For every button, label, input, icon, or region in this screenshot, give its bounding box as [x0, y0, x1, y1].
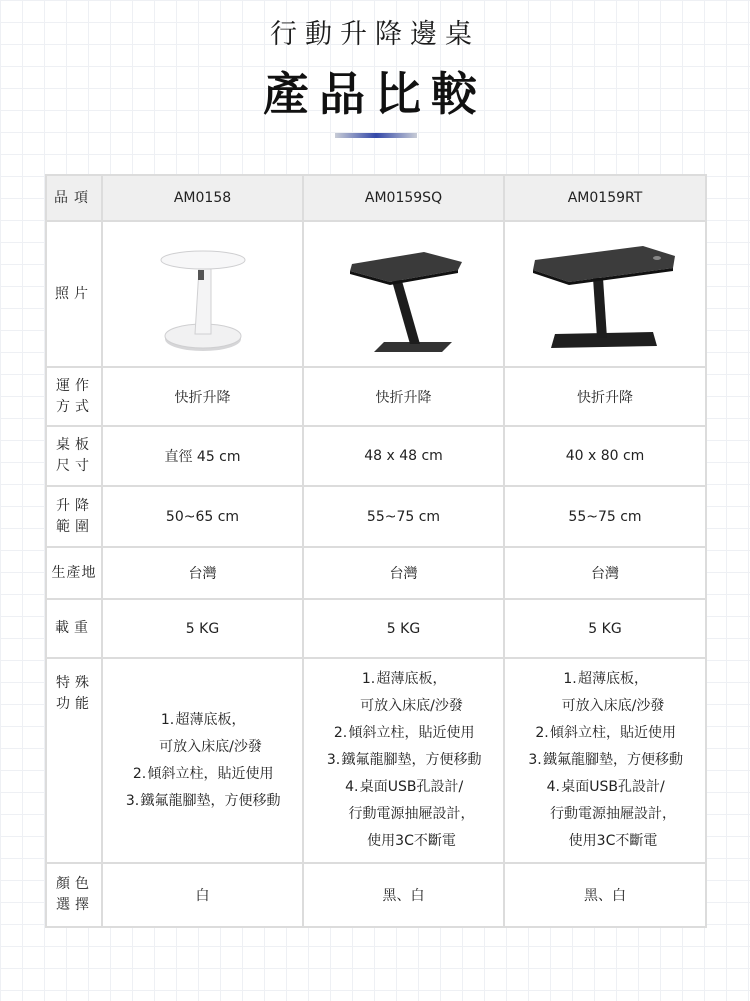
colors-label-line2: 選擇 — [56, 897, 94, 913]
feature-number: 4. — [345, 779, 359, 795]
feature-item — [304, 774, 503, 801]
model-header-am0158: AM0158 — [102, 175, 303, 221]
lift-range-label — [46, 486, 102, 547]
black-rectangle-table-image — [525, 234, 685, 354]
board-size-label — [46, 426, 102, 486]
board-size-value: 48 x 48 cm — [303, 426, 504, 486]
feature-item — [304, 747, 503, 774]
features-label-line2: 功能 — [56, 696, 94, 712]
feature-item — [505, 720, 705, 747]
feature-item — [505, 801, 705, 828]
feature-number: 2. — [132, 765, 147, 782]
photo-am0159sq — [303, 221, 504, 367]
photo-label: 照片 — [46, 221, 102, 367]
feature-text: 使用3C不斷電 — [367, 833, 456, 849]
black-square-table-image — [334, 234, 474, 354]
feature-text: 行動電源抽屜設計， — [550, 806, 676, 822]
feature-text: 行動電源抽屜設計， — [348, 806, 475, 822]
feature-number: 3. — [528, 752, 542, 768]
origin-value: 台灣 — [504, 547, 706, 599]
table-row-origin — [46, 547, 706, 599]
feature-item — [304, 666, 503, 693]
feature-text: 可放入床底/沙發 — [159, 738, 262, 755]
feature-text: 桌面USB孔設計/ — [561, 779, 665, 795]
table-row-photo — [46, 221, 706, 367]
feature-item — [505, 774, 705, 801]
features-list-am0159rt — [504, 658, 706, 863]
features-label — [46, 658, 102, 863]
feature-number: 2. — [333, 725, 348, 741]
feature-text: 超薄底板， — [175, 711, 246, 728]
model-header-am0159rt: AM0159RT — [504, 175, 706, 221]
color-value: 黑、白 — [303, 863, 504, 927]
colors-label — [46, 863, 102, 927]
features-list-am0158 — [102, 658, 303, 863]
lift-range-label-line1: 升降 — [56, 497, 94, 514]
lift-range-value: 55~75 cm — [303, 486, 504, 547]
board-size-label-line1: 桌板 — [56, 437, 94, 453]
board-size-label-line2: 尺寸 — [56, 458, 94, 474]
feature-item — [505, 693, 705, 720]
feature-item — [103, 761, 302, 788]
feature-number: 4. — [546, 779, 560, 795]
feature-text: 桌面USB孔設計/ — [359, 779, 464, 795]
feature-text: 鐵氟龍腳墊，方便移動 — [140, 792, 281, 809]
photo-am0158 — [102, 221, 303, 367]
feature-number: 1. — [361, 671, 376, 687]
item-label: 品項 — [46, 175, 102, 221]
board-size-value: 直徑 45 cm — [102, 426, 303, 486]
operation-value: 快折升降 — [303, 367, 504, 426]
table-row-features — [46, 658, 706, 863]
feature-item — [304, 828, 503, 855]
feature-number: 3. — [125, 792, 140, 809]
feature-item — [505, 747, 705, 774]
operation-value: 快折升降 — [102, 367, 303, 426]
origin-label: 生產地 — [46, 547, 102, 599]
load-value: 5 KG — [504, 599, 706, 658]
origin-value: 台灣 — [303, 547, 504, 599]
board-size-value: 40 x 80 cm — [504, 426, 706, 486]
table-row-board-size — [46, 426, 706, 486]
page-title: 產品比較 — [263, 67, 487, 121]
feature-number: 2. — [535, 725, 549, 741]
load-value: 5 KG — [102, 599, 303, 658]
lift-range-label-line2: 範圍 — [56, 518, 94, 535]
feature-item — [103, 707, 302, 734]
table-row-colors — [46, 863, 706, 927]
feature-text: 傾斜立柱，貼近使用 — [147, 765, 274, 782]
photo-am0159rt — [504, 221, 706, 367]
page-subtitle: 行動升降邊桌 — [270, 19, 480, 50]
feature-number: 1. — [563, 671, 577, 687]
feature-text: 傾斜立柱，貼近使用 — [550, 725, 676, 741]
feature-text: 鐵氟龍腳墊，方便移動 — [543, 752, 683, 768]
white-round-table-image — [143, 234, 263, 354]
feature-text: 鐵氟龍腳墊，方便移動 — [341, 752, 482, 768]
comparison-table — [45, 174, 707, 928]
operation-value: 快折升降 — [504, 367, 706, 426]
table-row-operation — [46, 367, 706, 426]
model-header-am0159sq: AM0159SQ — [303, 175, 504, 221]
feature-text: 使用3C不斷電 — [568, 833, 658, 849]
feature-item — [505, 828, 705, 855]
color-value: 黑、白 — [504, 863, 706, 927]
table-header-row — [46, 175, 706, 221]
features-label-line1: 特殊 — [56, 675, 94, 691]
feature-item — [103, 788, 302, 815]
feature-text: 超薄底板， — [376, 671, 447, 687]
colors-label-line1: 顏色 — [56, 876, 94, 892]
features-list-am0159sq — [303, 658, 504, 863]
operation-label-line2: 方式 — [56, 398, 94, 415]
feature-text: 超薄底板， — [578, 671, 648, 687]
origin-value: 台灣 — [102, 547, 303, 599]
feature-item — [304, 693, 503, 720]
feature-item — [304, 801, 503, 828]
feature-number: 1. — [160, 711, 175, 728]
feature-text: 可放入床底/沙發 — [561, 698, 665, 714]
lift-range-value: 50~65 cm — [102, 486, 303, 547]
table-row-lift-range — [46, 486, 706, 547]
table-row-load — [46, 599, 706, 658]
load-label: 載重 — [46, 599, 102, 658]
feature-number: 3. — [326, 752, 341, 768]
feature-item — [103, 734, 302, 761]
lift-range-value: 55~75 cm — [504, 486, 706, 547]
color-value: 白 — [102, 863, 303, 927]
feature-text: 可放入床底/沙發 — [360, 698, 463, 714]
feature-text: 傾斜立柱，貼近使用 — [348, 725, 475, 741]
title-accent-bar — [335, 133, 417, 138]
operation-label-line1: 運作 — [56, 377, 94, 394]
feature-item — [505, 666, 705, 693]
operation-label — [46, 367, 102, 426]
load-value: 5 KG — [303, 599, 504, 658]
feature-item — [304, 720, 503, 747]
